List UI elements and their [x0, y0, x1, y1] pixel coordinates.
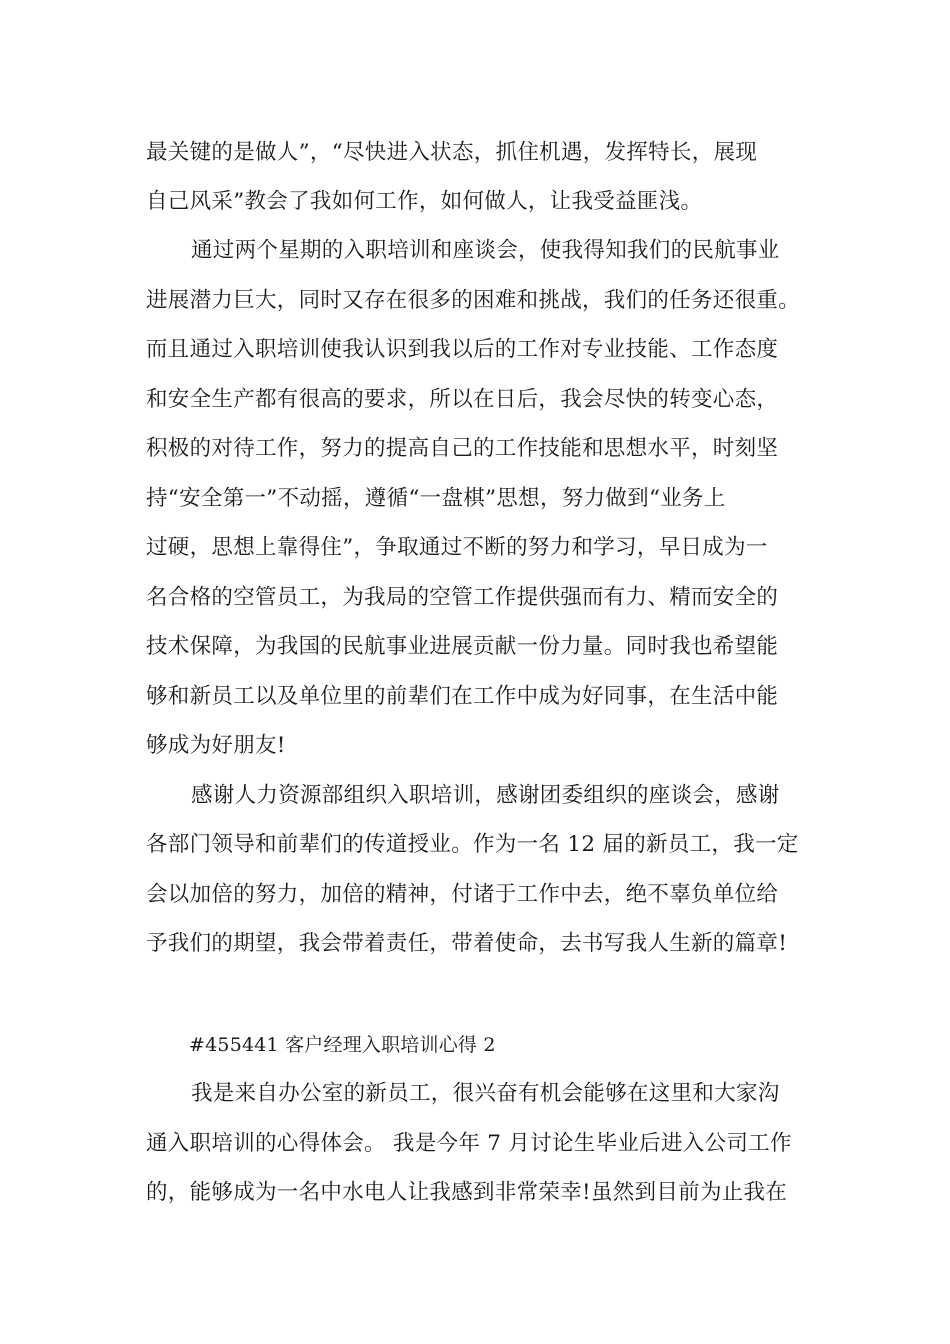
paragraph-line: 过硬，思想上靠得住”，争取通过不断的努力和学习，早日成为一: [146, 535, 768, 560]
paragraph-line: 予我们的期望，我会带着责任，带着使命，去书写我人生新的篇章!: [146, 931, 788, 956]
paragraph-line: 而且通过入职培训使我认识到我以后的工作对专业技能、工作态度: [146, 337, 779, 362]
paragraph-line: 够和新员工以及单位里的前辈们在工作中成为好同事，在生活中能: [146, 684, 779, 709]
paragraph-line: 会以加倍的努力，加倍的精神，付诸于工作中去，绝不辜负单位给: [146, 882, 779, 907]
paragraph-line: 各部门领导和前辈们的传道授业。作为一名 12 届的新员工，我一定: [146, 832, 799, 857]
paragraph-line: 进展潜力巨大，同时又存在很多的困难和挑战，我们的任务还很重。: [146, 288, 801, 313]
paragraph-line: 通入职培训的心得体会。 我是今年 7 月讨论生毕业后进入公司工作: [146, 1131, 792, 1156]
paragraph-line: 持“安全第一”不动摇，遵循“一盘棋”思想，努力做到“业务上: [146, 486, 726, 511]
paragraph-line: 自己风采”教会了我如何工作，如何做人，让我受益匪浅。: [146, 189, 703, 214]
paragraph-line: 积极的对待工作，努力的提高自己的工作技能和思想水平，时刻坚: [146, 436, 779, 461]
paragraph-line: 感谢人力资源部组织入职培训，感谢团委组织的座谈会，感谢: [191, 783, 780, 808]
paragraph-line: 的，能够成为一名中水电人让我感到非常荣幸!虽然到目前为止我在: [146, 1180, 788, 1205]
paragraph-line: 最关键的是做人”，“尽快进入状态，抓住机遇，发挥特长，展现: [146, 140, 758, 165]
paragraph-line: 通过两个星期的入职培训和座谈会，使我得知我们的民航事业: [191, 238, 780, 263]
paragraph-line: 技术保障，为我国的民航事业进展贡献一份力量。同时我也希望能: [146, 634, 779, 659]
paragraph-line: 够成为好朋友!: [146, 733, 286, 758]
paragraph-line: 和安全生产都有很高的要求，所以在日后，我会尽快的转变心态，: [146, 387, 779, 412]
paragraph-line: 名合格的空管员工，为我局的空管工作提供强而有力、精而安全的: [146, 585, 779, 610]
paragraph-line: 我是来自办公室的新员工，很兴奋有机会能够在这里和大家沟: [191, 1081, 780, 1106]
section-heading: #455441 客户经理入职培训心得 2: [189, 1034, 496, 1056]
